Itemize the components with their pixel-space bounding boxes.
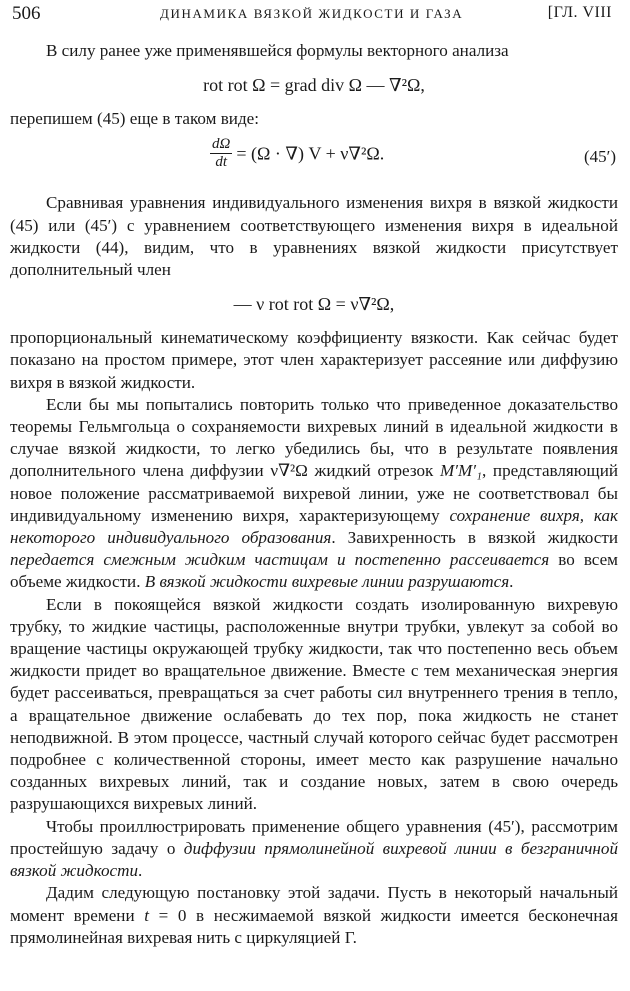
emphasis-text: В вязкой жидкости вихревые линии разрушаются [144,572,510,592]
paragraph-vortex-tube: Если в покоящейся вязкой жидкости создать изолированную вихревую трубку, то жидкие частицы, расположенные внутри трубки, увлекут за собой во вращение частицы окружающей трубку жидкости, так что постепенно весь объем жидкости придет во вращательное движение. Вместе с тем механическая энергия будет рассеиваться, превращаться за счет работы сил внутреннего трения в тепло, а вращательное движение ослабевать до тех пор, пока жидкость не станет неподвижной. В этом процессе, частный случай которого сейчас будет рассмотрен подробнее с количественной стороны, имеет место как разрушение начально созданных вихревых линий, так и создание новых, затем в свою очередь разрушающихся вихревых линий. [10,594,618,814]
paragraph-illustration [10,816,618,883]
text-run: . [509,572,514,592]
running-title: ДИНАМИКА ВЯЗКОЙ ЖИДКОСТИ И ГАЗА [160,6,464,21]
text-run: Чтобы проиллюстрировать применение общего уравнения (45′), рассмотрим простейшую задачу о [10,816,618,858]
paragraph-helmholtz [10,394,618,594]
fraction-numerator: dΩ [212,136,231,153]
text-run: Если бы мы попытались повторить только что приведенное доказательство теоремы Гельмгольца о сохраняемости вихревых линий в идеальной жидкости в случае вязкой жидкости, то легко убедились бы, что в результате появления дополнительного члена диффузии ν∇²Ω жидкий отрезок [10,394,618,481]
equation-number: (45′) [583,147,616,167]
formula-diffusion-term: — ν rot rot Ω = ν∇²Ω, [233,294,395,315]
derivative-fraction [210,136,232,171]
segment-symbol: M′M′₁ [440,461,482,481]
equation-45-prime [10,132,618,182]
book-page [10,0,618,991]
paragraph-proportional: пропорциональный кинематическому коэффициенту вязкости. Как сейчас будет показано на простом примере, этот член характеризует рассеяние или диффузию вихря в вязкой жидкости. [10,328,618,392]
emphasis-text: сохранение вихря, как некоторого индивидуального образования [10,505,618,548]
page-number: 506 [12,3,41,24]
formula-vector-identity: rot rot Ω = grad div Ω — ∇²Ω, [203,75,425,96]
text-run: Дадим следующую постановку этой задачи. Пусть в некоторый начальный момент времени [10,883,618,925]
fraction-denominator: dt [215,154,228,171]
text-run: = 0 в несжимаемой вязкой жидкости имеется бесконечная прямолинейная вихревая нить с циркуляцией Г. [10,905,618,947]
page-body [10,40,618,949]
emphasis-text: передается смежным жидким частицам и постепенно рассеивается [10,550,550,570]
paragraph-intro: В силу ранее уже применявшейся формулы векторного анализа [46,41,509,60]
text-run: во всем объеме жидкости. [10,550,618,592]
paragraph-problem-statement [10,882,618,949]
time-variable: t [144,905,149,925]
paragraph-comparison: Сравнивая уравнения индивидуального изменения вихря в вязкой жидкости (45) или (45′) с уравнением соответствующего изменения вихря в идеальной жидкости (44), видим, что в уравнениях вязкой жидкости присутствует дополнительный член [10,193,618,280]
text-run: , представляющий новое положение рассматриваемой вихревой линии, уже не соответствовал бы индивидуальному изменению вихря, характеризующему [10,461,618,525]
page-header [10,3,618,33]
equation-right-side: = (Ω · ∇) V + ν∇²Ω. [236,143,385,164]
paragraph-rewrite: перепишем (45) еще в таком виде: [10,109,259,129]
text-run: . [138,861,143,881]
equation-expression [210,136,384,171]
text-run: . Завихренность в вязкой жидкости [331,528,618,548]
emphasis-text: диффузии прямолинейной вихревой линии в безграничной вязкой жидкости [10,838,618,881]
chapter-reference: [ГЛ. VIII [547,4,612,21]
